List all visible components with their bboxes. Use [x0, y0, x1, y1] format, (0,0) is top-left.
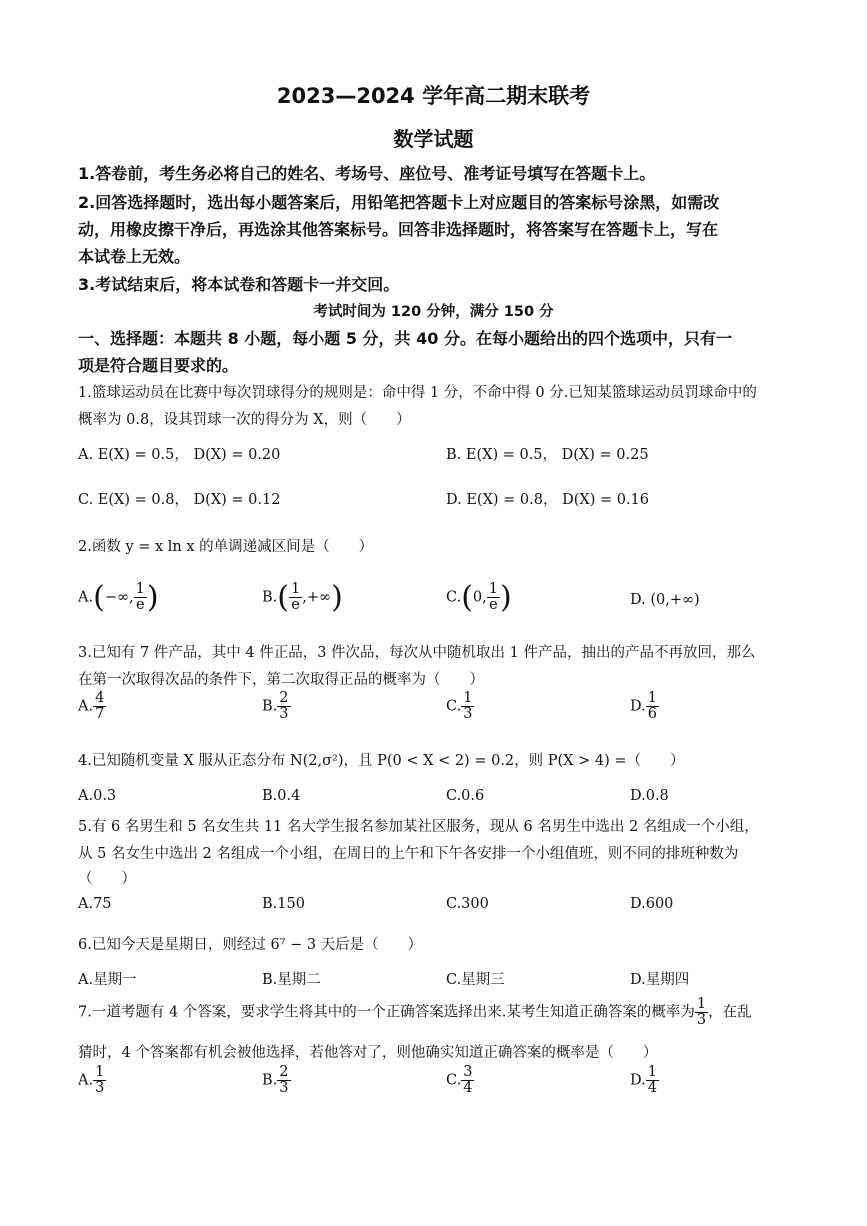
instruction-line: 3.考试结束后，将本试卷和答题卡一并交回。	[78, 275, 400, 294]
question-3-option-d: D. $\frac{1}{6}$	[630, 690, 657, 723]
question-5-stem: （ ）	[78, 871, 136, 887]
question-2-option-a: A.(−∞, $\frac{1}{e}$ )	[78, 580, 159, 615]
exam-time-note: 考试时间为 120 分钟，满分 150 分	[313, 304, 554, 320]
question-3-stem: 在第一次取得次品的条件下，第二次取得正品的概率为（ ）	[78, 672, 484, 688]
question-2-option-d: D. (0,+∞)	[630, 592, 700, 608]
question-3-option-c: C. $\frac{1}{3}$	[446, 690, 473, 723]
question-2-option-b: B.( $\frac{1}{e}$ ,+∞)	[262, 580, 343, 615]
question-5-option-d: D.600	[630, 896, 674, 912]
question-1-stem: 1.篮球运动员在比赛中每次罚球得分的规则是：命中得 1 分，不命中得 0 分.已知某篮球运动员罚球命中的	[78, 385, 757, 401]
question-3-option-a: A. $\frac{4}{7}$	[78, 690, 105, 723]
section-heading: 项是符合题目要求的。	[78, 356, 239, 375]
exam-subtitle: 数学试题	[393, 127, 474, 151]
question-6-stem: 6.已知今天是星期日，则经过 6⁷ − 3 天后是（ ）	[78, 937, 423, 953]
question-5-stem: 从 5 名女生中选出 2 名组成一个小组，在周日的上午和下午各安排一个小组值班，则不同的排班种数为	[78, 846, 739, 862]
question-1-option-c: C. E(X) = 0.8， D(X) = 0.12	[78, 492, 281, 508]
question-6-option-c: C.星期三	[446, 972, 505, 988]
question-5-option-a: A.75	[78, 896, 112, 912]
question-7-option-b: B. $\frac{2}{3}$	[262, 1064, 289, 1097]
question-3-stem: 3.已知有 7 件产品，其中 4 件正品，3 件次品，每次从中随机取出 1 件产品，抽出的产品不再放回，那么	[78, 645, 756, 661]
question-5-option-c: C.300	[446, 896, 489, 912]
question-7-option-c: C. $\frac{3}{4}$	[446, 1064, 473, 1097]
question-1-option-b: B. E(X) = 0.5， D(X) = 0.25	[446, 447, 649, 463]
instruction-line: 1.答卷前，考生务必将自己的姓名、考场号、座位号、准考证号填写在答题卡上。	[78, 164, 656, 183]
question-6-option-d: D.星期四	[630, 972, 690, 988]
question-4-option-b: B.0.4	[262, 788, 301, 804]
question-6-option-a: A.星期一	[78, 972, 137, 988]
question-2-option-c: C.(0, $\frac{1}{e}$ )	[446, 580, 512, 615]
question-2-stem: 2.函数 y = x ln x 的单调递减区间是（ ）	[78, 539, 374, 555]
question-7-stem: 猜时，4 个答案都有机会被他选择，若他答对了，则他确实知道正确答案的概率是（ ）	[78, 1045, 658, 1061]
question-1-stem: 概率为 0.8，设其罚球一次的得分为 X，则（ ）	[78, 412, 411, 428]
instruction-line: 2.回答选择题时，选出每小题答案后，用铅笔把答题卡上对应题目的答案标号涂黑，如需改	[78, 193, 720, 212]
section-heading: 一、选择题：本题共 8 小题，每小题 5 分，共 40 分。在每小题给出的四个选项中，只有一	[78, 329, 732, 348]
question-3-option-b: B. $\frac{2}{3}$	[262, 690, 289, 723]
question-5-stem: 5.有 6 名男生和 5 名女生共 11 名大学生报名参加某社区服务，现从 6 名男生中选出 2 名组成一个小组，	[78, 819, 759, 835]
question-4-stem: 4.已知随机变量 X 服从正态分布 N(2,σ²)，且 P(0 < X < 2) = 0.2，则 P(X > 4) =（ ）	[78, 753, 685, 769]
instruction-line: 动，用橡皮擦干净后，再选涂其他答案标号。回答非选择题时，将答案写在答题卡上，写在	[78, 220, 719, 239]
question-1-option-d: D. E(X) = 0.8， D(X) = 0.16	[446, 492, 649, 508]
question-7-option-d: D. $\frac{1}{4}$	[630, 1064, 657, 1097]
exam-title: 2023—2024 学年高二期末联考	[276, 84, 591, 108]
question-4-option-a: A.0.3	[78, 788, 117, 804]
question-4-option-c: C.0.6	[446, 788, 485, 804]
question-7-option-a: A. $\frac{1}{3}$	[78, 1064, 105, 1097]
question-5-option-b: B.150	[262, 896, 305, 912]
instruction-line: 本试卷上无效。	[78, 247, 191, 266]
question-6-option-b: B.星期二	[262, 972, 321, 988]
question-1-option-a: A. E(X) = 0.5， D(X) = 0.20	[78, 447, 281, 463]
question-4-option-d: D.0.8	[630, 788, 669, 804]
question-7-stem: 7.一道考题有 4 个答案，要求学生将其中的一个正确答案选择出来.某考生知道正确答案的概率为 $\frac{1}{3}$ ，在乱	[78, 996, 752, 1029]
